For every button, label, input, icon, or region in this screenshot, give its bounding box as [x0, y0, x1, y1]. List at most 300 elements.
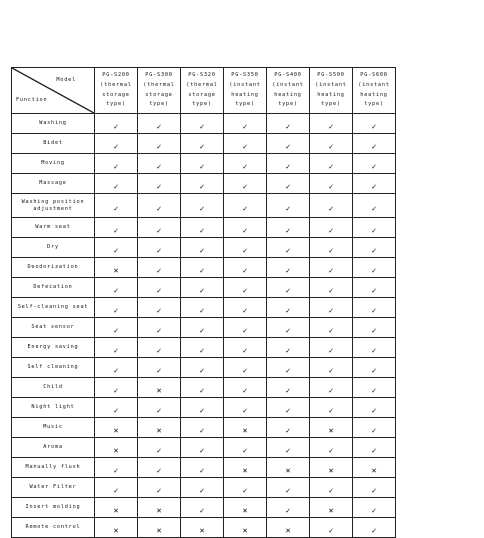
support-cell — [267, 278, 310, 298]
support-cell — [267, 438, 310, 458]
support-cell — [224, 438, 267, 458]
support-cell — [353, 114, 396, 134]
support-cell — [95, 154, 138, 174]
check-mark-icon: ✓ — [328, 266, 334, 275]
table-row — [12, 438, 396, 458]
check-mark-icon: ✓ — [199, 162, 205, 171]
check-mark-icon: ✓ — [328, 306, 334, 315]
model-header-pg-s300: PG-S300 (thermal storage type) — [138, 68, 181, 114]
support-cell — [353, 318, 396, 338]
check-mark-icon: ✓ — [113, 346, 119, 355]
support-cell — [95, 318, 138, 338]
support-cell — [181, 418, 224, 438]
support-cell — [267, 398, 310, 418]
check-mark-icon: ✓ — [199, 386, 205, 395]
function-name-cell: Washing position adjustment — [12, 194, 95, 218]
check-mark-icon: ✓ — [113, 486, 119, 495]
support-cell — [267, 318, 310, 338]
support-cell — [138, 518, 181, 538]
model-header-pg-s200: PG-S200 (thermal storage type) — [95, 68, 138, 114]
support-cell — [310, 318, 353, 338]
cross-mark-icon: ✕ — [156, 506, 162, 516]
check-mark-icon: ✓ — [285, 446, 291, 455]
check-mark-icon: ✓ — [156, 246, 162, 255]
function-name-cell: Washing — [12, 114, 95, 134]
function-name-cell: Self-cleaning seat — [12, 298, 95, 318]
check-mark-icon: ✓ — [371, 506, 377, 515]
support-cell — [353, 438, 396, 458]
check-mark-icon: ✓ — [328, 226, 334, 235]
check-mark-icon: ✓ — [156, 266, 162, 275]
function-name-cell: Defecation — [12, 278, 95, 298]
support-cell — [181, 278, 224, 298]
support-cell — [95, 418, 138, 438]
support-cell — [224, 134, 267, 154]
support-cell — [310, 478, 353, 498]
check-mark-icon: ✓ — [285, 326, 291, 335]
support-cell — [181, 518, 224, 538]
support-cell — [181, 114, 224, 134]
check-mark-icon: ✓ — [328, 446, 334, 455]
check-mark-icon: ✓ — [371, 526, 377, 535]
support-cell — [267, 298, 310, 318]
function-name-cell: Aroma — [12, 438, 95, 458]
function-name-cell: Dry — [12, 238, 95, 258]
check-mark-icon: ✓ — [371, 326, 377, 335]
table-row — [12, 134, 396, 154]
support-cell — [353, 518, 396, 538]
check-mark-icon: ✓ — [371, 266, 377, 275]
function-name-cell: Manually flush — [12, 458, 95, 478]
check-mark-icon: ✓ — [242, 306, 248, 315]
check-mark-icon: ✓ — [199, 326, 205, 335]
cross-mark-icon: ✕ — [242, 506, 248, 516]
support-cell — [138, 298, 181, 318]
check-mark-icon: ✓ — [113, 122, 119, 131]
check-mark-icon: ✓ — [113, 286, 119, 295]
check-mark-icon: ✓ — [113, 226, 119, 235]
check-mark-icon: ✓ — [371, 406, 377, 415]
support-cell — [267, 358, 310, 378]
support-cell — [95, 258, 138, 278]
check-mark-icon: ✓ — [113, 406, 119, 415]
support-cell — [181, 438, 224, 458]
support-cell — [267, 218, 310, 238]
function-name-cell: Water Filter — [12, 478, 95, 498]
check-mark-icon: ✓ — [371, 366, 377, 375]
support-cell — [310, 218, 353, 238]
check-mark-icon: ✓ — [285, 306, 291, 315]
check-mark-icon: ✓ — [113, 142, 119, 151]
check-mark-icon: ✓ — [371, 162, 377, 171]
support-cell — [224, 174, 267, 194]
table-row — [12, 358, 396, 378]
check-mark-icon: ✓ — [156, 486, 162, 495]
check-mark-icon: ✓ — [199, 122, 205, 131]
check-mark-icon: ✓ — [328, 366, 334, 375]
check-mark-icon: ✓ — [199, 486, 205, 495]
support-cell — [138, 398, 181, 418]
table-row — [12, 218, 396, 238]
support-cell — [224, 378, 267, 398]
check-mark-icon: ✓ — [156, 162, 162, 171]
support-cell — [181, 358, 224, 378]
table-row — [12, 418, 396, 438]
support-cell — [138, 378, 181, 398]
table-row — [12, 318, 396, 338]
diagonal-divider — [12, 68, 94, 113]
check-mark-icon: ✓ — [156, 306, 162, 315]
support-cell — [310, 194, 353, 218]
support-cell — [181, 458, 224, 478]
check-mark-icon: ✓ — [113, 162, 119, 171]
support-cell — [95, 218, 138, 238]
check-mark-icon: ✓ — [199, 182, 205, 191]
check-mark-icon: ✓ — [242, 286, 248, 295]
cross-mark-icon: ✕ — [242, 466, 248, 476]
support-cell — [181, 194, 224, 218]
support-cell — [353, 174, 396, 194]
support-cell — [138, 238, 181, 258]
function-name-cell: Remote control — [12, 518, 95, 538]
support-cell — [353, 398, 396, 418]
table-row — [12, 478, 396, 498]
check-mark-icon: ✓ — [285, 226, 291, 235]
support-cell — [267, 194, 310, 218]
support-cell — [224, 238, 267, 258]
support-cell — [138, 134, 181, 154]
check-mark-icon: ✓ — [285, 204, 291, 213]
check-mark-icon: ✓ — [371, 226, 377, 235]
check-mark-icon: ✓ — [199, 346, 205, 355]
support-cell — [95, 278, 138, 298]
check-mark-icon: ✓ — [371, 182, 377, 191]
support-cell — [224, 298, 267, 318]
support-cell — [138, 218, 181, 238]
table-row — [12, 238, 396, 258]
support-cell — [353, 358, 396, 378]
support-cell — [353, 218, 396, 238]
check-mark-icon: ✓ — [113, 326, 119, 335]
check-mark-icon: ✓ — [285, 182, 291, 191]
check-mark-icon: ✓ — [199, 366, 205, 375]
support-cell — [267, 174, 310, 194]
check-mark-icon: ✓ — [113, 204, 119, 213]
check-mark-icon: ✓ — [285, 386, 291, 395]
check-mark-icon: ✓ — [242, 346, 248, 355]
support-cell — [267, 134, 310, 154]
support-cell — [138, 478, 181, 498]
check-mark-icon: ✓ — [113, 246, 119, 255]
cross-mark-icon: ✕ — [242, 426, 248, 436]
check-mark-icon: ✓ — [156, 446, 162, 455]
table-row — [12, 378, 396, 398]
support-cell — [138, 278, 181, 298]
support-cell — [95, 238, 138, 258]
cross-mark-icon: ✕ — [156, 526, 162, 536]
support-cell — [95, 378, 138, 398]
support-cell — [310, 238, 353, 258]
table-row — [12, 458, 396, 478]
cross-mark-icon: ✕ — [113, 426, 119, 436]
function-name-cell: Music — [12, 418, 95, 438]
check-mark-icon: ✓ — [199, 406, 205, 415]
check-mark-icon: ✓ — [328, 122, 334, 131]
check-mark-icon: ✓ — [113, 466, 119, 475]
check-mark-icon: ✓ — [242, 446, 248, 455]
check-mark-icon: ✓ — [242, 162, 248, 171]
check-mark-icon: ✓ — [199, 246, 205, 255]
support-cell — [267, 498, 310, 518]
cross-mark-icon: ✕ — [113, 506, 119, 516]
cross-mark-icon: ✕ — [328, 506, 334, 516]
function-name-cell: Seat sensor — [12, 318, 95, 338]
check-mark-icon: ✓ — [242, 122, 248, 131]
support-cell — [95, 114, 138, 134]
check-mark-icon: ✓ — [242, 226, 248, 235]
support-cell — [138, 174, 181, 194]
cross-mark-icon: ✕ — [113, 446, 119, 456]
check-mark-icon: ✓ — [242, 182, 248, 191]
support-cell — [310, 174, 353, 194]
support-cell — [138, 154, 181, 174]
support-cell — [310, 378, 353, 398]
support-cell — [95, 398, 138, 418]
function-name-cell: Bidet — [12, 134, 95, 154]
check-mark-icon: ✓ — [242, 246, 248, 255]
table-row — [12, 154, 396, 174]
table-row — [12, 194, 396, 218]
check-mark-icon: ✓ — [156, 182, 162, 191]
support-cell — [353, 298, 396, 318]
cross-mark-icon: ✕ — [371, 466, 377, 476]
support-cell — [224, 458, 267, 478]
check-mark-icon: ✓ — [371, 122, 377, 131]
cross-mark-icon: ✕ — [113, 526, 119, 536]
model-header-pg-s600: PG-S600 (instant heating type) — [353, 68, 396, 114]
support-cell — [310, 258, 353, 278]
support-cell — [267, 378, 310, 398]
function-name-cell: Massage — [12, 174, 95, 194]
support-cell — [310, 114, 353, 134]
support-cell — [267, 154, 310, 174]
support-cell — [181, 298, 224, 318]
support-cell — [95, 438, 138, 458]
check-mark-icon: ✓ — [285, 246, 291, 255]
check-mark-icon: ✓ — [199, 286, 205, 295]
check-mark-icon: ✓ — [285, 366, 291, 375]
check-mark-icon: ✓ — [285, 122, 291, 131]
support-cell — [95, 478, 138, 498]
check-mark-icon: ✓ — [242, 486, 248, 495]
check-mark-icon: ✓ — [371, 306, 377, 315]
support-cell — [95, 498, 138, 518]
support-cell — [353, 278, 396, 298]
check-mark-icon: ✓ — [371, 446, 377, 455]
support-cell — [310, 438, 353, 458]
support-cell — [224, 338, 267, 358]
check-mark-icon: ✓ — [328, 326, 334, 335]
support-cell — [224, 518, 267, 538]
support-cell — [95, 458, 138, 478]
check-mark-icon: ✓ — [156, 142, 162, 151]
function-name-cell: Energy saving — [12, 338, 95, 358]
support-cell — [224, 358, 267, 378]
support-cell — [224, 114, 267, 134]
table-row — [12, 298, 396, 318]
support-cell — [353, 194, 396, 218]
table-row — [12, 114, 396, 134]
support-cell — [95, 134, 138, 154]
check-mark-icon: ✓ — [156, 226, 162, 235]
table-row — [12, 278, 396, 298]
support-cell — [353, 338, 396, 358]
support-cell — [181, 478, 224, 498]
cross-mark-icon: ✕ — [242, 526, 248, 536]
support-cell — [267, 258, 310, 278]
header-row — [12, 68, 396, 114]
support-cell — [138, 318, 181, 338]
support-cell — [310, 518, 353, 538]
support-cell — [181, 134, 224, 154]
check-mark-icon: ✓ — [199, 446, 205, 455]
check-mark-icon: ✓ — [242, 406, 248, 415]
support-cell — [138, 458, 181, 478]
check-mark-icon: ✓ — [371, 486, 377, 495]
model-header-label: Model — [56, 77, 76, 83]
check-mark-icon: ✓ — [285, 406, 291, 415]
cross-mark-icon: ✕ — [285, 526, 291, 536]
support-cell — [267, 338, 310, 358]
support-cell — [267, 238, 310, 258]
check-mark-icon: ✓ — [156, 204, 162, 213]
check-mark-icon: ✓ — [371, 204, 377, 213]
check-mark-icon: ✓ — [371, 426, 377, 435]
support-cell — [224, 218, 267, 238]
support-cell — [310, 358, 353, 378]
support-cell — [138, 358, 181, 378]
support-cell — [310, 418, 353, 438]
cross-mark-icon: ✕ — [113, 266, 119, 276]
check-mark-icon: ✓ — [328, 142, 334, 151]
check-mark-icon: ✓ — [371, 346, 377, 355]
support-cell — [224, 478, 267, 498]
check-mark-icon: ✓ — [328, 204, 334, 213]
support-cell — [138, 498, 181, 518]
check-mark-icon: ✓ — [285, 142, 291, 151]
check-mark-icon: ✓ — [328, 246, 334, 255]
model-header-pg-s400: PG-S400 (instant heating type) — [267, 68, 310, 114]
model-header-pg-s320: PG-S320 (thermal storage type) — [181, 68, 224, 114]
check-mark-icon: ✓ — [242, 386, 248, 395]
support-cell — [138, 418, 181, 438]
check-mark-icon: ✓ — [199, 226, 205, 235]
check-mark-icon: ✓ — [285, 286, 291, 295]
support-cell — [224, 418, 267, 438]
support-cell — [181, 398, 224, 418]
support-cell — [181, 498, 224, 518]
check-mark-icon: ✓ — [285, 486, 291, 495]
check-mark-icon: ✓ — [371, 246, 377, 255]
support-cell — [310, 134, 353, 154]
check-mark-icon: ✓ — [242, 142, 248, 151]
check-mark-icon: ✓ — [328, 346, 334, 355]
check-mark-icon: ✓ — [199, 142, 205, 151]
check-mark-icon: ✓ — [156, 326, 162, 335]
cross-mark-icon: ✕ — [285, 466, 291, 476]
support-cell — [310, 278, 353, 298]
support-cell — [224, 318, 267, 338]
check-mark-icon: ✓ — [371, 142, 377, 151]
check-mark-icon: ✓ — [242, 366, 248, 375]
support-cell — [353, 418, 396, 438]
check-mark-icon: ✓ — [199, 306, 205, 315]
support-cell — [181, 318, 224, 338]
feature-rows — [12, 114, 396, 538]
support-cell — [353, 154, 396, 174]
support-cell — [353, 458, 396, 478]
support-cell — [95, 298, 138, 318]
support-cell — [224, 194, 267, 218]
function-name-cell: Night light — [12, 398, 95, 418]
cross-mark-icon: ✕ — [156, 386, 162, 396]
support-cell — [181, 238, 224, 258]
check-mark-icon: ✓ — [328, 386, 334, 395]
support-cell — [95, 358, 138, 378]
check-mark-icon: ✓ — [156, 466, 162, 475]
check-mark-icon: ✓ — [371, 386, 377, 395]
check-mark-icon: ✓ — [113, 182, 119, 191]
check-mark-icon: ✓ — [156, 406, 162, 415]
check-mark-icon: ✓ — [285, 426, 291, 435]
check-mark-icon: ✓ — [371, 286, 377, 295]
cross-mark-icon: ✕ — [328, 466, 334, 476]
support-cell — [267, 478, 310, 498]
support-cell — [353, 378, 396, 398]
function-name-cell: Moving — [12, 154, 95, 174]
check-mark-icon: ✓ — [328, 162, 334, 171]
support-cell — [181, 258, 224, 278]
support-cell — [310, 154, 353, 174]
function-name-cell: Child — [12, 378, 95, 398]
check-mark-icon: ✓ — [242, 266, 248, 275]
check-mark-icon: ✓ — [156, 122, 162, 131]
check-mark-icon: ✓ — [328, 182, 334, 191]
support-cell — [138, 438, 181, 458]
support-cell — [95, 194, 138, 218]
support-cell — [181, 378, 224, 398]
support-cell — [181, 174, 224, 194]
support-cell — [181, 154, 224, 174]
support-cell — [138, 258, 181, 278]
function-name-cell: Warm seat — [12, 218, 95, 238]
support-cell — [353, 478, 396, 498]
support-cell — [224, 498, 267, 518]
check-mark-icon: ✓ — [199, 506, 205, 515]
table-row — [12, 398, 396, 418]
function-header-label: Function — [16, 97, 48, 103]
support-cell — [353, 134, 396, 154]
support-cell — [267, 458, 310, 478]
cross-mark-icon: ✕ — [156, 426, 162, 436]
support-cell — [267, 518, 310, 538]
corner-header-cell — [12, 68, 95, 114]
support-cell — [310, 298, 353, 318]
support-cell — [353, 258, 396, 278]
check-mark-icon: ✓ — [156, 286, 162, 295]
table-row — [12, 518, 396, 538]
support-cell — [138, 338, 181, 358]
